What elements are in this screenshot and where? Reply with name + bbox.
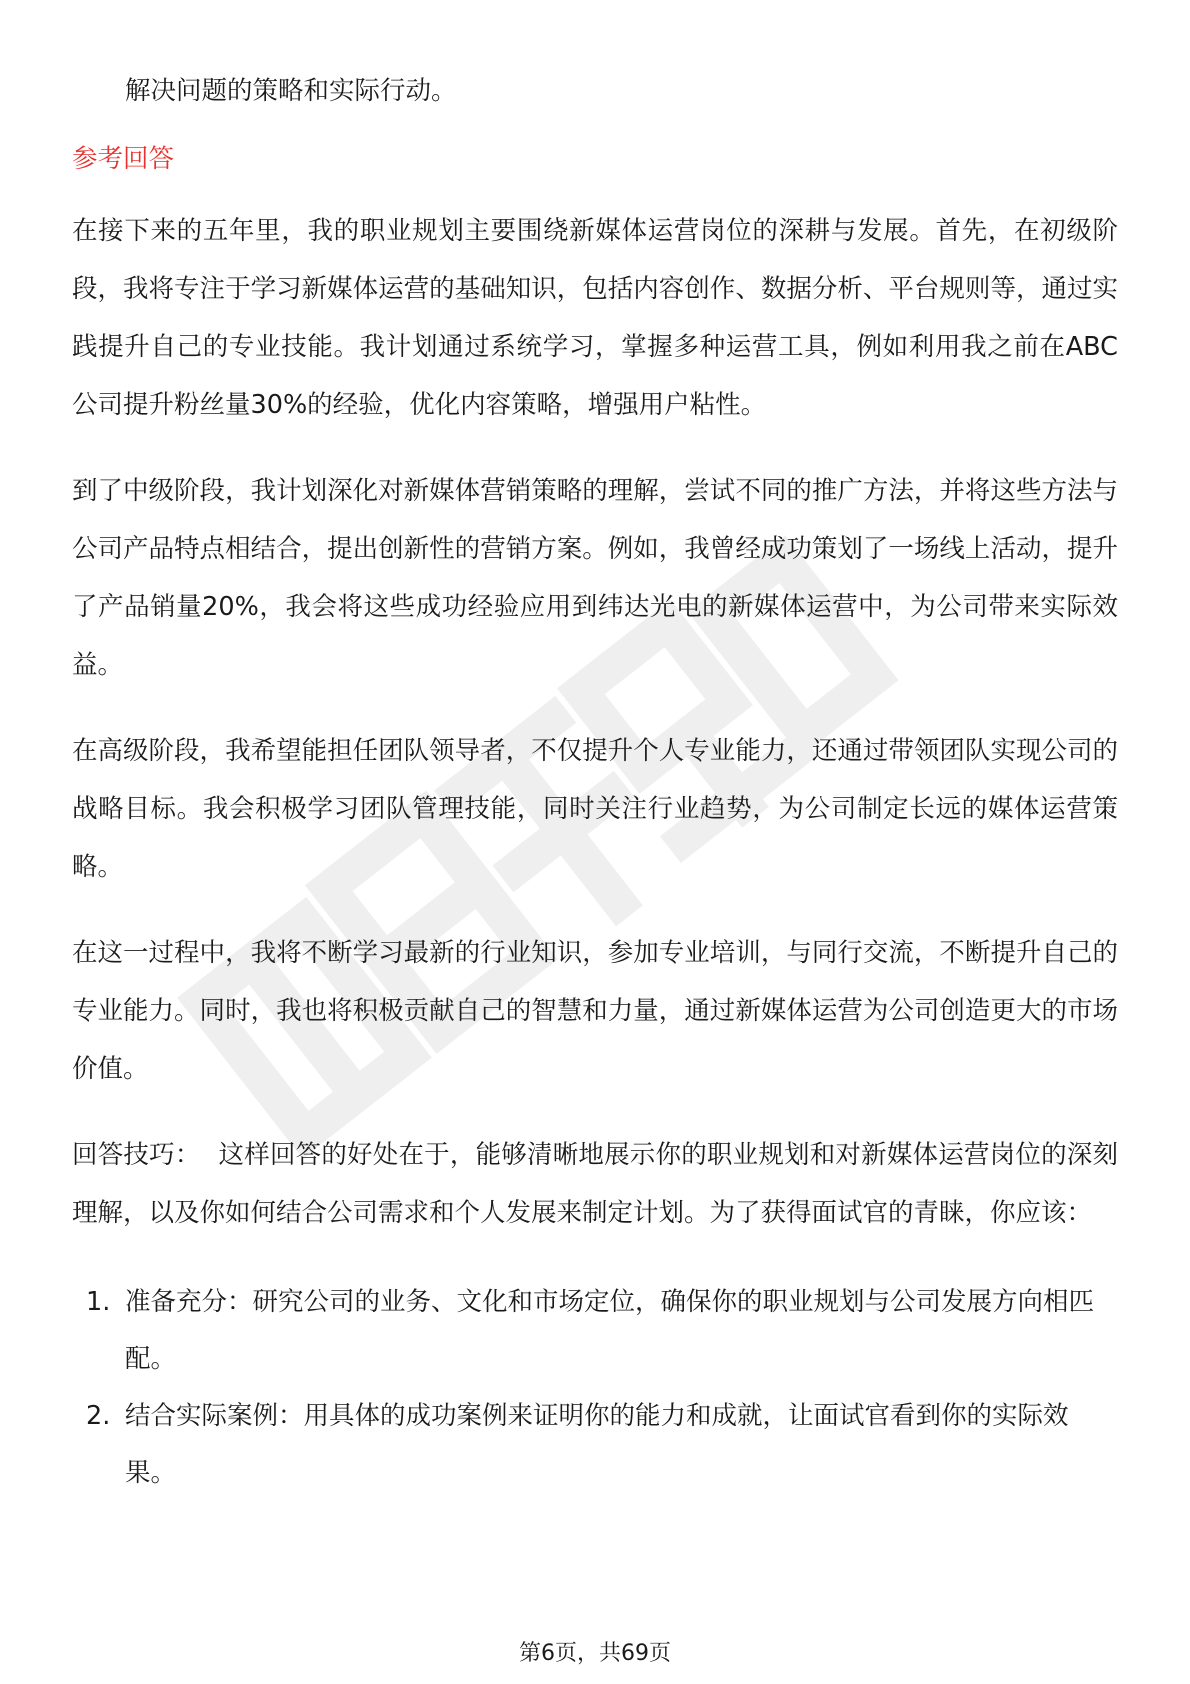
tips-list bbox=[72, 1274, 1118, 1502]
list-item bbox=[72, 1274, 1118, 1388]
page-number-footer: 第6页，共69页 bbox=[519, 1641, 671, 1666]
document-content bbox=[72, 62, 1118, 1502]
answer-paragraph-3: 在高级阶段，我希望能担任团队领导者，不仅提升个人专业能力，还通过带领团队实现公司的战略目标。我会积极学习团队管理技能，同时关注行业趋势，为公司制定长远的媒体运营策略。 bbox=[72, 736, 1118, 882]
answer-paragraph-4: 在这一过程中，我将不断学习最新的行业知识，参加专业培训，与同行交流，不断提升自己的专业能力。同时，我也将积极贡献自己的智慧和力量，通过新媒体运营为公司创造更大的市场价值。 bbox=[72, 938, 1118, 1084]
list-item-text: 结合实际案例：用具体的成功案例来证明你的能力和成就，让面试官看到你的实际效果。 bbox=[125, 1401, 1069, 1488]
list-item-number: 2. bbox=[86, 1401, 111, 1431]
list-item-number: 1. bbox=[86, 1287, 111, 1317]
tips-text: 这样回答的好处在于，能够清晰地展示你的职业规划和对新媒体运营岗位的深刻理解，以及你如何结合公司需求和个人发展来制定计划。为了获得面试官的青睐，你应该： bbox=[72, 1140, 1118, 1228]
tips-paragraph bbox=[72, 1126, 1118, 1242]
answer-heading: 参考回答 bbox=[72, 144, 175, 174]
list-item-text: 准备充分：研究公司的业务、文化和市场定位，确保你的职业规划与公司发展方向相匹配。 bbox=[125, 1287, 1095, 1374]
tips-label: 回答技巧： bbox=[72, 1140, 201, 1170]
answer-paragraph-1: 在接下来的五年里，我的职业规划主要围绕新媒体运营岗位的深耕与发展。首先，在初级阶段，我将专注于学习新媒体运营的基础知识，包括内容创作、数据分析、平台规则等，通过实践提升自己的专业技能。我计划通过系统学习，掌握多种运营工具，例如利用我之前在ABC公司提升粉丝量30%的经验，优化内容策略，增强用户粘性。 bbox=[72, 216, 1118, 420]
answer-paragraph-2: 到了中级阶段，我计划深化对新媒体营销策略的理解，尝试不同的推广方法，并将这些方法与公司产品特点相结合，提出创新性的营销方案。例如，我曾经成功策划了一场线上活动，提升了产品销量20%，我会将这些成功经验应用到纬达光电的新媒体运营中，为公司带来实际效益。 bbox=[72, 476, 1118, 680]
continuation-line: 解决问题的策略和实际行动。 bbox=[125, 76, 457, 106]
list-item bbox=[72, 1388, 1118, 1502]
